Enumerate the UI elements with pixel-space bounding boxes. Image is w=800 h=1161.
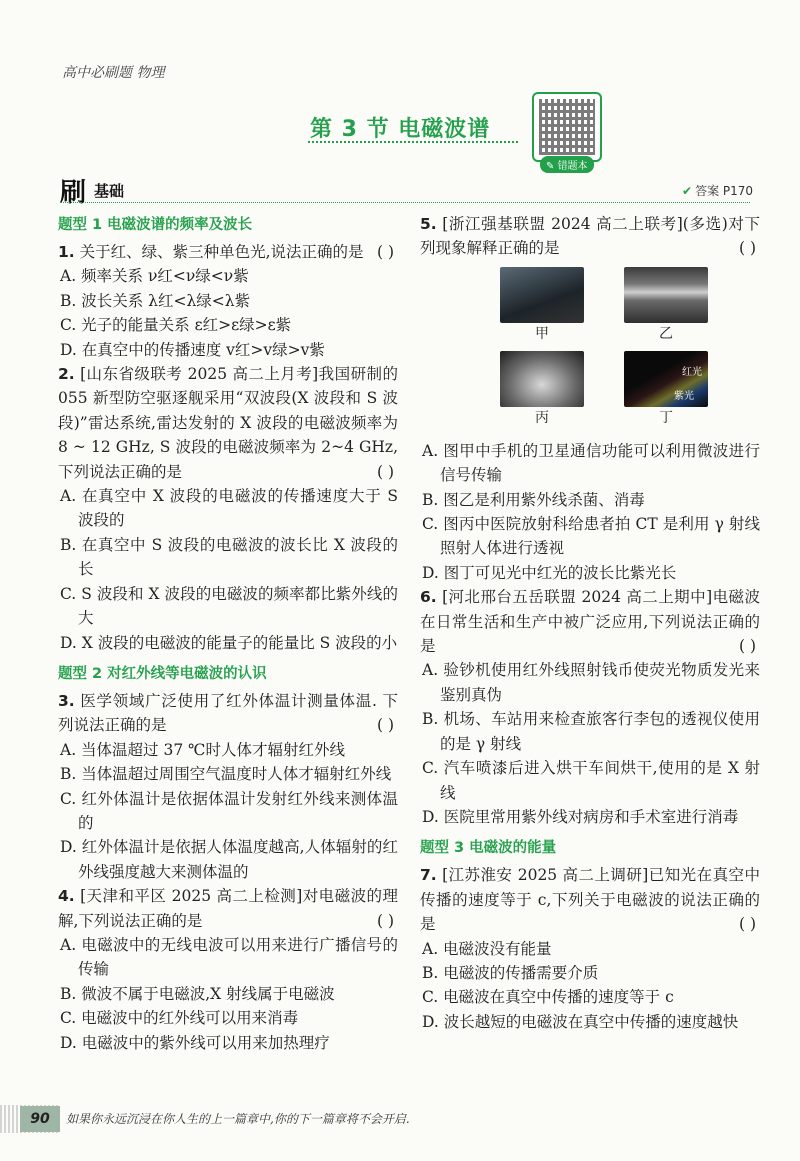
question-source: [天津和平区 2025 高二上检测] — [80, 887, 303, 906]
question-source: [山东省级联考 2025 高二上月考] — [80, 365, 319, 384]
figure-label: 丙 — [535, 409, 549, 426]
option: D. X 波段的电磁波的能量子的能量比 S 波段的小 — [60, 633, 398, 652]
question-1 — [58, 240, 398, 264]
qr-tag-label: 错题本 — [557, 161, 588, 172]
option: C. S 波段和 X 波段的电磁波的频率都比紫外线的大 — [60, 584, 398, 628]
question-type-heading: 题型 3 电磁波的能量 — [420, 840, 557, 857]
qr-code-icon[interactable] — [532, 92, 602, 162]
question-4 — [58, 884, 398, 933]
question-number: 1. — [58, 243, 75, 261]
option: D. 红外体温计是依据人体温度越高,人体辐射的红外线强度越大来测体温的 — [60, 838, 398, 881]
question-stem: 电磁波在日常生活和生产中被广泛应用,下列说法正确的是 — [420, 588, 760, 656]
xray-foot-image — [500, 351, 584, 407]
option: D. 图丁可见光中红光的波长比紫光长 — [422, 563, 677, 582]
answer-blank[interactable]: ( ) — [376, 462, 394, 481]
option: C. 红外体温计是依据体温计发射红外线来测体温的 — [60, 789, 398, 832]
option: A. 电磁波没有能量 — [422, 939, 552, 958]
question-2 — [58, 362, 398, 484]
option: A. 当体温超过 37 ℃时人体才辐射红外线 — [60, 740, 345, 759]
uv-lamp-image — [624, 267, 708, 323]
question-5 — [420, 212, 760, 261]
option: B. 当体温超过周围空气温度时人体才辐射红外线 — [60, 765, 392, 784]
right-column — [420, 212, 760, 1034]
answer-reference-text: 答案 P170 — [695, 184, 754, 198]
question-type-heading: 题型 2 对红外线等电磁波的认识 — [58, 665, 267, 682]
page-number: 90 — [20, 1106, 60, 1132]
phone-image — [500, 267, 584, 323]
figure-label: 乙 — [659, 325, 673, 342]
option: A. 频率关系 ν红<ν绿<ν紫 — [60, 267, 249, 286]
prism-dispersion-image — [624, 351, 708, 407]
option: A. 验钞机使用红外线照射钱币使荧光物质发光来鉴别真伪 — [422, 661, 760, 704]
option: A. 电磁波中的无线电波可以用来进行广播信号的传输 — [60, 935, 398, 979]
brush-mark: 刷 — [60, 178, 87, 208]
option: C. 电磁波中的红外线可以用来消毒 — [60, 1009, 299, 1028]
left-column — [58, 212, 398, 1055]
answer-reference — [682, 182, 753, 199]
question-6 — [420, 585, 760, 658]
option: C. 图丙中医院放射科给患者拍 CT 是利用 γ 射线照射人体进行透视 — [422, 515, 760, 558]
option: B. 机场、车站用来检查旅客行李包的透视仪使用的是 γ 射线 — [422, 710, 760, 753]
question-source: [江苏淮安 2025 高二上调研] — [442, 866, 649, 885]
answer-blank[interactable]: ( ) — [738, 239, 756, 258]
question-7 — [420, 863, 760, 936]
question-source: [河北邢台五岳联盟 2024 高二上期中] — [442, 588, 713, 607]
option: C. 电磁波在真空中传播的速度等于 c — [422, 988, 674, 1007]
option: D. 电磁波中的紫外线可以用来加热理疗 — [60, 1033, 330, 1052]
question-number: 6. — [420, 588, 437, 607]
figure-label: 丁 — [659, 409, 673, 426]
qr-tag: ✎ 错题本 — [540, 156, 594, 173]
figure-label: 甲 — [535, 325, 549, 342]
question-number: 2. — [58, 365, 75, 384]
option: B. 在真空中 S 波段的电磁波的波长比 X 波段的长 — [60, 535, 398, 579]
question-stem: 已知光在真空中传播的速度等于 c,下列关于电磁波的说法正确的是 — [420, 866, 760, 934]
answer-blank[interactable]: ( ) — [738, 915, 756, 934]
option: B. 波长关系 λ红<λ绿<λ紫 — [60, 291, 251, 310]
option: A. 图甲中手机的卫星通信功能可以利用微波进行信号传输 — [422, 441, 760, 485]
footer-motto: 如果你永远沉浸在你人生的上一篇章中,你的下一篇章将不会开启. — [66, 1112, 410, 1126]
answer-blank[interactable]: ( ) — [376, 911, 394, 930]
brush-sub: 基础 — [94, 182, 125, 200]
option: D. 波长越短的电磁波在真空中传播的速度越快 — [422, 1012, 739, 1031]
option: B. 微波不属于电磁波,X 射线属于电磁波 — [60, 984, 335, 1003]
option: A. 在真空中 X 波段的电磁波的传播速度大于 S 波段的 — [60, 487, 398, 530]
figure-group — [420, 267, 760, 435]
violet-light-label: 紫光 — [674, 390, 694, 402]
answer-blank[interactable]: ( ) — [738, 637, 756, 656]
question-stem: 医学领域广泛使用了红外体温计测量体温. 下列说法正确的是 — [58, 691, 398, 735]
question-number: 7. — [420, 866, 437, 885]
check-icon: ✔ — [682, 184, 693, 198]
question-type-heading: 题型 1 电磁波谱的频率及波长 — [58, 217, 253, 233]
question-3 — [58, 689, 398, 738]
question-number: 5. — [420, 215, 437, 233]
question-number: 4. — [58, 887, 75, 906]
divider — [60, 202, 750, 203]
answer-blank[interactable]: ( ) — [376, 716, 394, 735]
section-title: 第 3 节 电磁波谱 — [310, 117, 491, 142]
question-stem: 对电磁波的理解,下列说法正确的是 — [58, 887, 398, 930]
option: B. 图乙是利用紫外线杀菌、消毒 — [422, 490, 645, 509]
option: C. 汽车喷漆后进入烘干车间烘干,使用的是 X 射线 — [422, 759, 760, 802]
option: D. 在真空中的传播速度 v红>v绿>v紫 — [60, 340, 325, 359]
red-light-label: 红光 — [682, 366, 702, 378]
question-number: 3. — [58, 691, 75, 710]
question-stem: 关于红、绿、紫三种单色光,说法正确的是 — [79, 243, 364, 261]
question-source: [浙江强基联盟 2024 高二上联考] — [442, 215, 683, 233]
option: D. 医院里常用紫外线对病房和手术室进行消毒 — [422, 807, 739, 826]
answer-blank[interactable]: ( ) — [376, 243, 394, 261]
option: B. 电磁波的传播需要介质 — [422, 963, 599, 982]
question-stem: 我国研制的 055 新型防空驱逐舰采用“双波段(X 波段和 S 波段)”雷达系统,雷达发射的 X 波段的电磁波频率为 8 ~ 12 GHz, S 波段的电磁波频率为 2~4 GHz,下列说法正确的是 — [58, 365, 398, 481]
question-stem: (多选)对下列现象解释正确的是 — [420, 215, 760, 258]
option: C. 光子的能量关系 ε红>ε绿>ε紫 — [60, 316, 292, 335]
book-header: 高中必刷题 物理 — [62, 65, 165, 81]
section-title-underline — [308, 141, 518, 143]
